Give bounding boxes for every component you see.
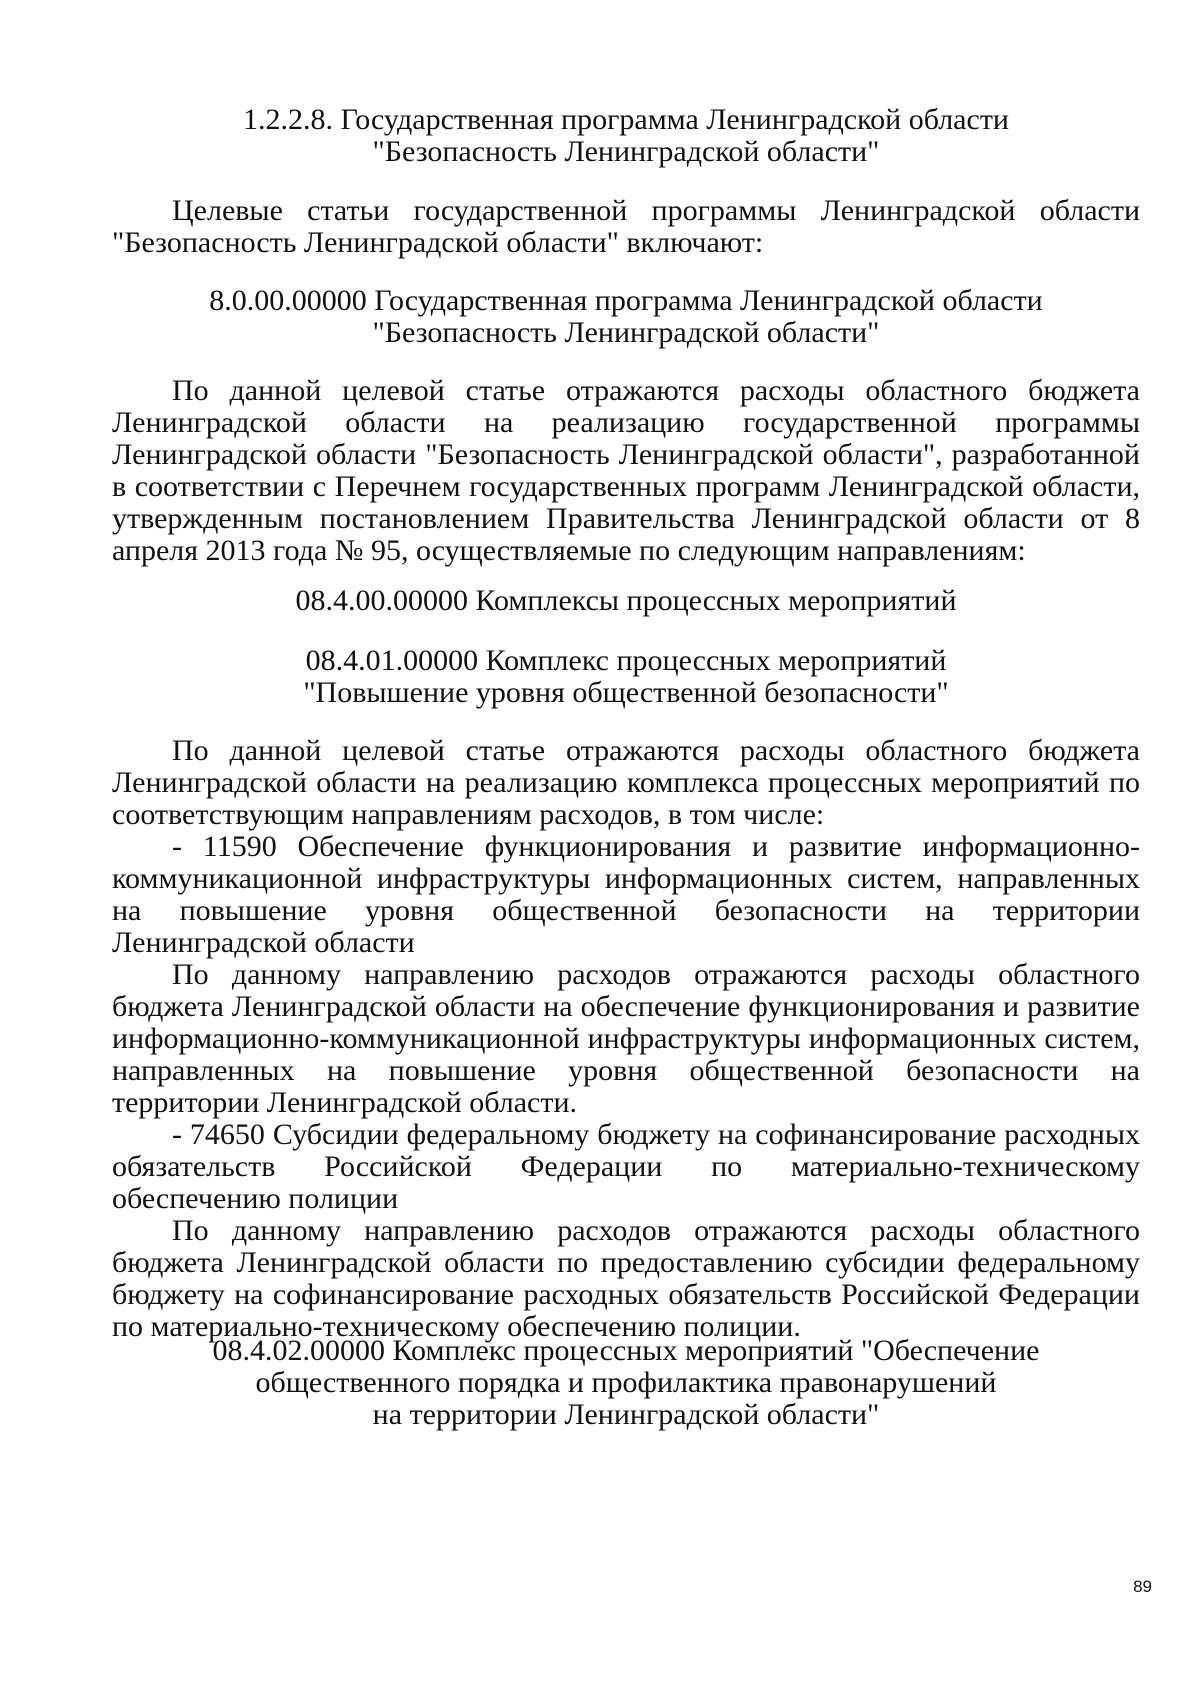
article-8-heading xyxy=(112,285,1140,349)
article-08402-heading xyxy=(112,1335,1140,1431)
article-8-description xyxy=(112,375,1140,567)
page-number: 89 xyxy=(1133,1577,1152,1596)
direction-11590: - 11590 Обеспечение функционирования и развитие информационно-коммуникационной инфраструктуры информационных систем, направленных на повышение уровня общественной безопасности на территории Ленинградской области xyxy=(112,830,1140,959)
direction-74650: - 74650 Субсидии федеральному бюджету на софинансирование расходных обязательств Российской Федерации по материально-техническому обеспечению полиции xyxy=(112,1118,1140,1215)
article-8-line-2: "Безопасность Ленинградской области" xyxy=(372,316,880,349)
article-8-paragraph: По данной целевой статье отражаются расходы областного бюджета Ленинградской области на реализацию государственной программы Ленинградской области "Безопасность Ленинградской области", разработанной в соответствии с Перечнем государственных программ Ленинградской области, утвержденным постановлением Правительства Ленинградской области от 8 апреля 2013 года № 95, осуществляемые по следующим направлениям: xyxy=(112,374,1140,567)
article-08401-line-2: "Повышение уровня общественной безопасности" xyxy=(303,676,949,709)
article-084-line: 08.4.00.00000 Комплексы процессных мероприятий xyxy=(295,584,957,617)
article-08402-line-2: общественного порядка и профилактика правонарушений xyxy=(255,1366,997,1399)
article-08401-paragraph-1: По данной целевой статье отражаются расходы областного бюджета Ленинградской области на реализацию комплекса процессных мероприятий по соответствующим направлениям расходов, в том числе: xyxy=(112,734,1140,831)
section-heading-line-1: 1.2.2.8. Государственная программа Ленинградской области xyxy=(243,103,1009,136)
article-08401-line-1: 08.4.01.00000 Комплекс процессных мероприятий xyxy=(305,644,947,677)
intro-text: Целевые статьи государственной программы Ленинградской области "Безопасность Ленинградской области" включают: xyxy=(112,194,1140,259)
article-08402-line-3: на территории Ленинградской области" xyxy=(372,1398,880,1431)
article-08401-heading xyxy=(112,645,1140,709)
intro-paragraph xyxy=(112,195,1140,259)
direction-11590-description: По данному направлению расходов отражаются расходы областного бюджета Ленинградской области на обеспечение функционирования и развитие информационно-коммуникационной инфраструктуры информационных систем, направленных на повышение уровня общественной безопасности на территории Ленинградской области. xyxy=(112,958,1140,1119)
article-08402-line-1: 08.4.02.00000 Комплекс процессных мероприятий "Обеспечение xyxy=(212,1334,1040,1367)
article-08401-description xyxy=(112,735,1140,1343)
section-heading-line-2: "Безопасность Ленинградской области" xyxy=(372,135,880,168)
article-084-heading xyxy=(112,585,1140,617)
section-heading xyxy=(112,104,1140,168)
article-8-line-1: 8.0.00.00000 Государственная программа Ленинградской области xyxy=(209,284,1043,317)
direction-74650-description: По данному направлению расходов отражаются расходы областного бюджета Ленинградской области по предоставлению субсидии федеральному бюджету на софинансирование расходных обязательств Российской Федерации по материально-техническому обеспечению полиции. xyxy=(112,1214,1140,1343)
